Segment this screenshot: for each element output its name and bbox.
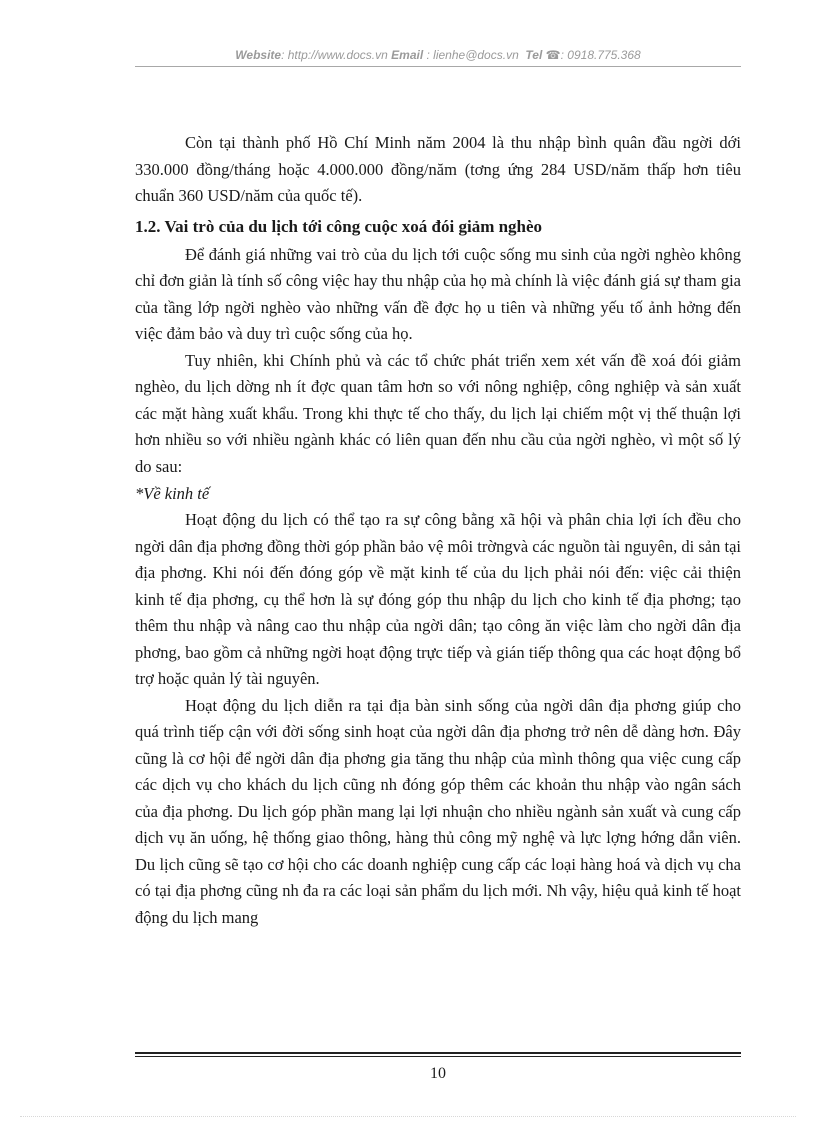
website-value: : http://www.docs.vn — [281, 48, 388, 62]
email-value: : lienhe@docs.vn — [423, 48, 519, 62]
page-number: 10 — [430, 1065, 446, 1082]
phone-icon: ☎ — [545, 48, 561, 62]
page-header — [135, 48, 741, 62]
tel-value: : 0918.775.368 — [560, 48, 641, 62]
website-label: Website — [235, 48, 282, 62]
subheading-economy: *Về kinh tế — [135, 484, 210, 503]
page-bottom-dotted-line — [20, 1116, 796, 1117]
paragraph-5: Hoạt động du lịch diễn ra tại địa bàn sinh sống của ngời dân địa phơng giúp cho quá trình tiếp cận với đời sống sinh hoạt của ngời dân địa phơng trở nên dễ dàng hơn. Đây cũng là cơ hội để ngời dân địa phơng gia tăng thu nhập của mình thông qua việc cung cấp các dịch vụ cho khách du lịch cũng nh đóng góp thêm các khoản thu nhập vào ngân sách của địa phơng. Du lịch góp phần mang lại lợi nhuận cho nhiều ngành sản xuất và cung cấp dịch vụ ăn uống, hệ thống giao thông, hàng thủ công mỹ nghệ và lực lợng hớng dẫn viên. Du lịch cũng sẽ tạo cơ hội cho các doanh nghiệp cung cấp các loại hàng hoá và dịch vụ cha có tại địa phơng cũng nh đa ra các loại sản phẩm du lịch mới. Nh vậy, hiệu quả kinh tế hoạt động du lịch mang — [135, 695, 741, 927]
paragraph-4: Hoạt động du lịch có thể tạo ra sự công bằng xã hội và phân chia lợi ích đều cho ngời dân địa phơng đồng thời góp phần bảo vệ môi trờngvà các nguồn tài nguyên, di sản tại địa phơng. Khi nói đến đóng góp về mặt kinh tế của du lịch phải nói đến: việc cải thiện kinh tế địa phơng, cụ thể hơn là sự đóng góp thu nhập du lịch cho kinh tế địa phơng; tạo thêm thu nhập và nâng cao thu nhập của ngời dân; tạo công ăn việc làm cho ngời dân địa phơng, bao gồm cả những ngời hoạt động trực tiếp và gián tiếp thông qua các hoạt động bổ trợ hoặc quản lý tài nguyên. — [135, 510, 741, 688]
footer-rule-thin — [135, 1056, 741, 1057]
email-label: Email — [391, 48, 424, 62]
paragraph-3: Tuy nhiên, khi Chính phủ và các tổ chức phát triển xem xét vấn đề xoá đói giảm nghèo, du lịch dờng nh ít đợc quan tâm hơn so với nông nghiệp, công nghiệp và sản xuất các mặt hàng xuất khẩu. Trong khi thực tế cho thấy, du lịch lại chiếm một vị thế thuận lợi hơn nhiều so với nhiều ngành khác có liên quan đến nhu cầu của ngời nghèo, vì một số lý do sau: — [135, 350, 741, 476]
footer-rule-thick — [135, 1052, 741, 1054]
paragraph-1: Còn tại thành phố Hồ Chí Minh năm 2004 là thu nhập bình quân đầu ngời dới 330.000 đồng/tháng hoặc 4.000.000 đồng/năm (tơng ứng 284 USD/năm thấp hơn tiêu chuẩn 360 USD/năm của quốc tế). — [135, 133, 741, 205]
header-rule — [135, 66, 741, 67]
section-heading: 1.2. Vai trò của du lịch tới công cuộc xoá đói giảm nghèo — [135, 216, 543, 236]
paragraph-2: Để đánh giá những vai trò của du lịch tới cuộc sống mu sinh của ngời nghèo không chỉ đơn giản là tính số công việc hay thu nhập của họ mà chính là việc đánh giá sự tham gia của tầng lớp ngời nghèo vào những vấn đề đợc họ u tiên và những yếu tố ảnh hởng đến việc đảm bảo và duy trì cuộc sống của họ. — [135, 244, 741, 343]
tel-label: Tel — [525, 48, 543, 62]
document-body — [135, 130, 741, 931]
